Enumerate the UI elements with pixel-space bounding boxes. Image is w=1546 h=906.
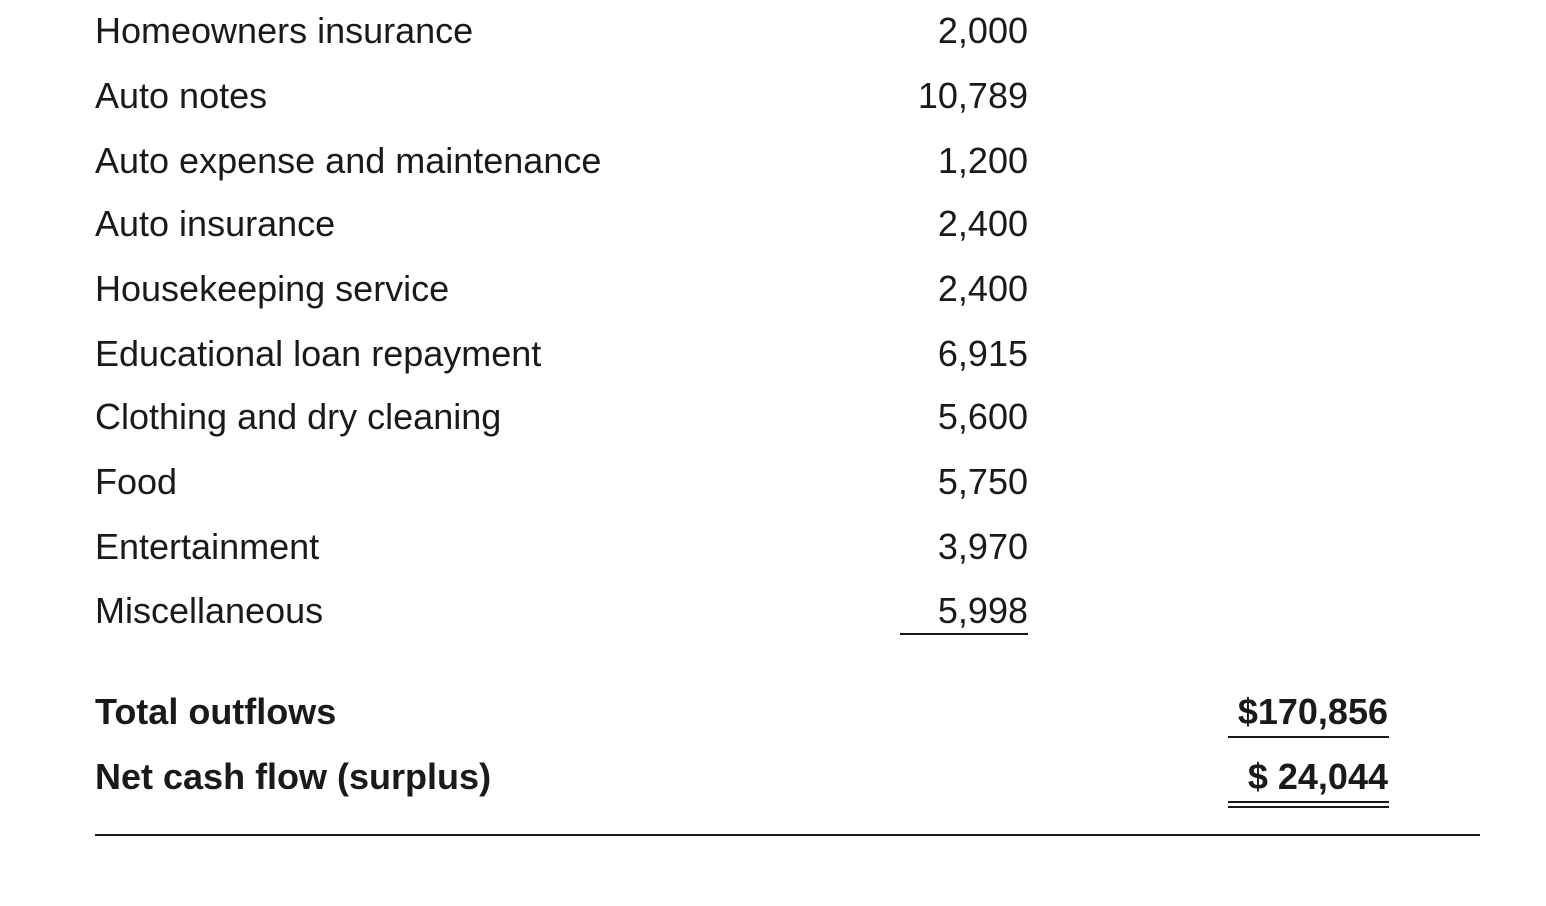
double-underline-bottom xyxy=(1228,806,1389,808)
line-item-label: Auto notes xyxy=(95,75,268,116)
line-item-amount: 5,750 xyxy=(937,461,1028,502)
line-item-amount: 6,915 xyxy=(937,333,1028,374)
line-item-amount: 2,400 xyxy=(937,203,1028,244)
total-outflows-row xyxy=(0,686,1546,736)
line-item-amount: 2,400 xyxy=(937,268,1028,309)
subtotal-underline xyxy=(900,633,1028,635)
line-item-amount: 2,000 xyxy=(937,10,1028,51)
line-item-row xyxy=(0,456,1546,506)
line-item-amount: 5,998 xyxy=(937,590,1028,631)
net-cash-flow-amount: $ 24,044 xyxy=(1247,756,1388,797)
total-outflows-label: Total outflows xyxy=(95,691,337,732)
line-item-label: Housekeeping service xyxy=(95,268,450,309)
line-item-amount: 10,789 xyxy=(917,75,1028,116)
total-underline xyxy=(1228,736,1389,738)
line-item-amount: 5,600 xyxy=(937,396,1028,437)
line-item-row xyxy=(0,135,1546,185)
line-item-row xyxy=(0,521,1546,571)
line-item-amount: 1,200 xyxy=(937,140,1028,181)
line-item-label: Educational loan repayment xyxy=(95,333,542,374)
line-item-row xyxy=(0,70,1546,120)
line-item-row xyxy=(0,328,1546,378)
line-item-row xyxy=(0,198,1546,248)
bottom-divider xyxy=(95,834,1480,836)
line-item-label: Entertainment xyxy=(95,526,320,567)
line-item-amount: 3,970 xyxy=(937,526,1028,567)
net-cash-flow-row xyxy=(0,751,1546,801)
line-item-label: Clothing and dry cleaning xyxy=(95,396,502,437)
double-underline-top xyxy=(1228,801,1389,803)
line-item-row xyxy=(0,585,1546,635)
line-item-label: Auto expense and maintenance xyxy=(95,140,602,181)
line-item-row xyxy=(0,391,1546,441)
line-item-label: Miscellaneous xyxy=(95,590,324,631)
line-item-label: Homeowners insurance xyxy=(95,10,474,51)
total-outflows-amount: $170,856 xyxy=(1237,691,1388,732)
line-item-row xyxy=(0,5,1546,55)
net-cash-flow-label: Net cash flow (surplus) xyxy=(95,756,492,797)
line-item-label: Food xyxy=(95,461,178,502)
line-item-label: Auto insurance xyxy=(95,203,336,244)
line-item-row xyxy=(0,263,1546,313)
